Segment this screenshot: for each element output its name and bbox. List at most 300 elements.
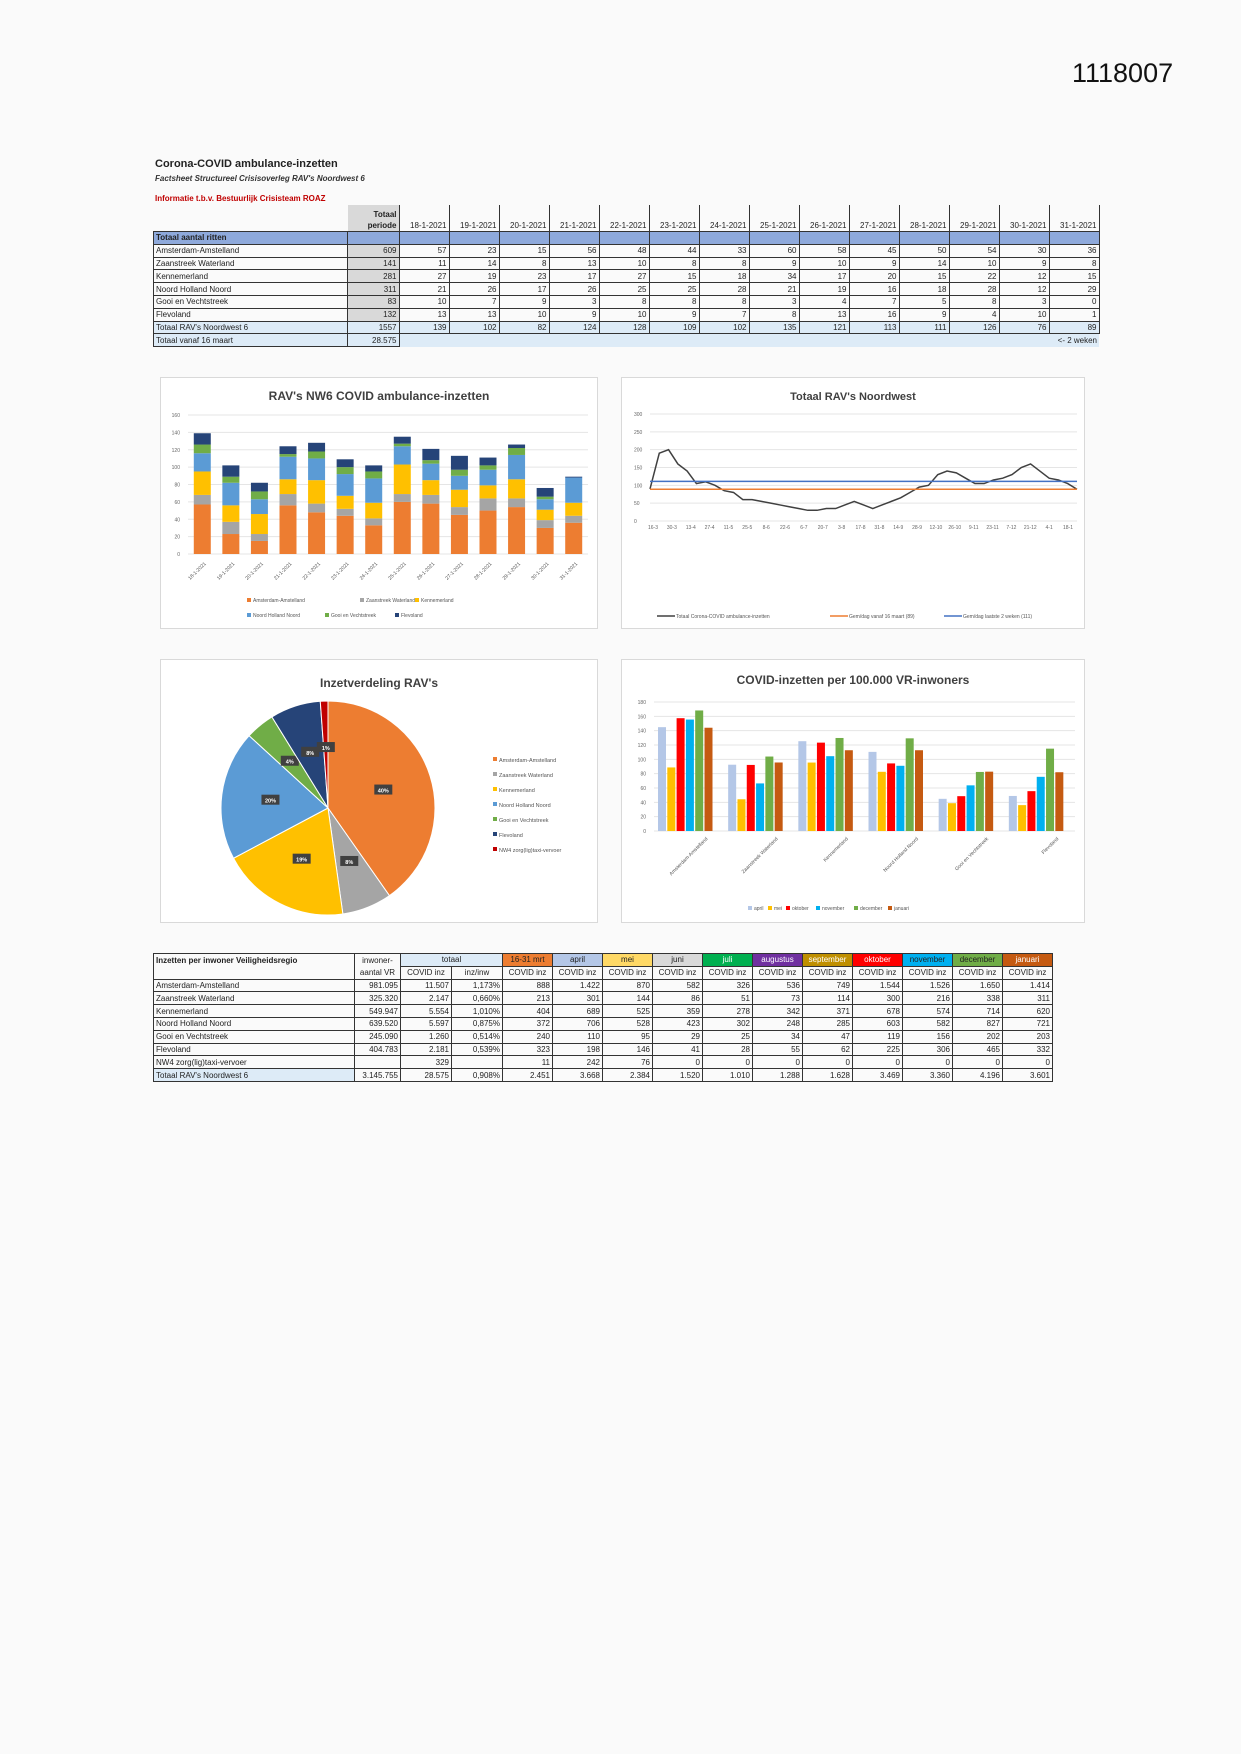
bar <box>1027 791 1035 831</box>
month-value: 603 <box>853 1017 903 1030</box>
legend-label: Kennemerland <box>421 598 454 604</box>
month-sub-header: COVID inz <box>653 966 703 979</box>
month-value: 0 <box>1003 1056 1053 1069</box>
month-value: 311 <box>1003 992 1053 1005</box>
value-cell: 8 <box>699 257 749 270</box>
value-cell: 10 <box>949 257 999 270</box>
value-cell: 0 <box>1049 295 1099 308</box>
month-value: 95 <box>603 1030 653 1043</box>
table-row <box>154 270 1100 283</box>
month-value: 423 <box>653 1017 703 1030</box>
y-tick-label: 200 <box>634 447 643 454</box>
value-cell: 10 <box>999 308 1049 321</box>
bar-segment <box>308 458 325 480</box>
month-value: 0 <box>803 1056 853 1069</box>
bar <box>869 752 877 831</box>
header-blank <box>154 205 348 232</box>
bar <box>728 765 736 831</box>
bar-segment <box>251 499 268 514</box>
x-tick-label: 29-1-2021 <box>501 561 522 582</box>
month-value: 1.288 <box>753 1069 803 1082</box>
ratio: 0,875% <box>452 1017 503 1030</box>
value-cell: 21 <box>749 283 799 296</box>
month-sub-header: COVID inz <box>1003 966 1053 979</box>
value-cell: 76 <box>999 321 1049 334</box>
y-tick-label: 80 <box>174 482 180 489</box>
data-label: 19% <box>296 857 308 864</box>
bar-segment <box>508 498 525 507</box>
value-cell: 109 <box>649 321 699 334</box>
y-tick-label: 120 <box>637 743 646 749</box>
y-tick-label: 0 <box>643 829 646 835</box>
value-cell: 8 <box>749 308 799 321</box>
month-sub-header: COVID inz <box>703 966 753 979</box>
value-cell: 15 <box>1049 270 1099 283</box>
bar-segment <box>451 507 468 515</box>
bar-segment <box>480 465 497 469</box>
month-header: september <box>803 954 853 967</box>
table-row <box>154 1043 1053 1056</box>
value-cell: 27 <box>599 270 649 283</box>
population: 639.520 <box>355 1017 401 1030</box>
data-label: 8% <box>306 750 315 757</box>
value-cell: 124 <box>549 321 599 334</box>
x-tick-label: 8-6 <box>762 525 770 531</box>
header-date: 18-1-2021 <box>399 205 449 232</box>
month-value: 213 <box>503 992 553 1005</box>
legend-label: Gooi en Vechtstreek <box>331 613 377 619</box>
bar-segment <box>251 491 268 499</box>
value-cell: 28 <box>699 283 749 296</box>
bar-segment <box>394 502 411 554</box>
header-row-2 <box>154 966 1053 979</box>
legend-swatch <box>247 598 251 602</box>
bar-segment <box>422 504 439 554</box>
population: 404.783 <box>355 1043 401 1056</box>
x-tick-label: 22-6 <box>780 525 791 531</box>
month-value: 714 <box>953 1005 1003 1018</box>
y-tick-label: 100 <box>637 757 646 764</box>
x-tick-label: 4-1 <box>1045 525 1053 531</box>
legend-label: NW4 zorg(lig)taxi-vervoer <box>499 848 562 854</box>
x-tick-label: 16-3 <box>647 525 659 531</box>
y-tick-label: 160 <box>171 413 180 419</box>
value-cell: 9 <box>499 295 549 308</box>
x-tick-label: 31-8 <box>874 525 885 531</box>
ratio: 0,908% <box>452 1069 503 1082</box>
blank <box>799 232 849 245</box>
blank <box>549 232 599 245</box>
y-tick-label: 150 <box>634 465 643 472</box>
ratio <box>452 1056 503 1069</box>
legend-swatch <box>748 906 752 910</box>
bar-segment <box>480 498 497 510</box>
population <box>355 1056 401 1069</box>
header-date: 31-1-2021 <box>1049 205 1099 232</box>
month-value: 371 <box>803 1005 853 1018</box>
bar <box>939 799 947 831</box>
bar-segment <box>480 470 497 486</box>
month-value: 146 <box>603 1043 653 1056</box>
value-cell: 10 <box>799 257 849 270</box>
month-value: 404 <box>503 1005 553 1018</box>
header-total <box>348 205 400 232</box>
month-value: 749 <box>803 979 853 992</box>
month-value: 119 <box>853 1030 903 1043</box>
x-tick-label: 9-11 <box>968 525 979 531</box>
header-date: 26-1-2021 <box>799 205 849 232</box>
legend-swatch <box>786 906 790 910</box>
bar-segment <box>422 480 439 495</box>
header-date: 30-1-2021 <box>999 205 1049 232</box>
since-label: Totaal vanaf 16 maart <box>154 334 348 347</box>
month-value: 202 <box>953 1030 1003 1043</box>
since-value: 28.575 <box>348 334 400 347</box>
legend-swatch <box>854 906 858 910</box>
bar-segment <box>337 467 354 474</box>
bar-segment <box>537 497 554 500</box>
header-total-line1: Totaal <box>373 210 397 219</box>
bar-segment <box>565 478 582 503</box>
bar-segment <box>394 446 411 464</box>
bar <box>695 710 703 831</box>
y-tick-label: 160 <box>637 714 646 721</box>
month-header: 16-31 mrt <box>503 954 553 967</box>
month-value: 870 <box>603 979 653 992</box>
population: 3.145.755 <box>355 1069 401 1082</box>
page-subtitle: Factsheet Structureel Crisisoverleg RAV's Noordwest 6 <box>155 174 365 183</box>
x-tick-label: 30-1-2021 <box>530 561 551 582</box>
bar-segment <box>251 534 268 541</box>
region-label: Noord Holland Noord <box>154 1017 355 1030</box>
month-value: 4.196 <box>953 1069 1003 1082</box>
data-label: 20% <box>264 798 276 805</box>
bar-segment <box>308 504 325 513</box>
bar <box>677 718 685 831</box>
value-cell: 11 <box>399 257 449 270</box>
month-value: 582 <box>653 979 703 992</box>
bar-segment <box>222 522 239 534</box>
legend-label: april <box>754 906 764 912</box>
legend-label: Totaal Corona-COVID ambulance-inzetten <box>676 614 770 620</box>
month-value: 11 <box>503 1056 553 1069</box>
bar-segment <box>337 496 354 509</box>
region-label: NW4 zorg(lig)taxi-vervoer <box>154 1056 355 1069</box>
legend-swatch <box>247 613 251 617</box>
table-row <box>154 992 1053 1005</box>
bar <box>976 772 984 831</box>
table-row <box>154 1005 1053 1018</box>
header-date: 28-1-2021 <box>899 205 949 232</box>
y-tick-label: 80 <box>640 771 646 778</box>
month-header: juni <box>653 954 703 967</box>
y-tick-label: 40 <box>640 800 646 807</box>
value-cell: 60 <box>749 244 799 257</box>
legend-swatch <box>493 757 497 761</box>
value-cell: 9 <box>549 308 599 321</box>
bar-segment <box>280 479 297 494</box>
ratio: 0,539% <box>452 1043 503 1056</box>
month-value: 144 <box>603 992 653 1005</box>
value-cell: 20 <box>849 270 899 283</box>
value-cell: 26 <box>449 283 499 296</box>
chart-title: COVID-inzetten per 100.000 VR-inwoners <box>736 673 970 687</box>
month-value: 1.544 <box>853 979 903 992</box>
value-cell: 7 <box>449 295 499 308</box>
legend-swatch <box>415 598 419 602</box>
blank <box>949 232 999 245</box>
pop-header-2: aantal VR <box>355 966 401 979</box>
bar <box>686 720 694 831</box>
bar-segment <box>480 485 497 498</box>
population: 981.095 <box>355 979 401 992</box>
value-cell: 56 <box>549 244 599 257</box>
month-value: 3.601 <box>1003 1069 1053 1082</box>
population: 245.090 <box>355 1030 401 1043</box>
header-date: 24-1-2021 <box>699 205 749 232</box>
bar <box>1009 796 1017 831</box>
bar-segment <box>337 516 354 554</box>
region-total: 311 <box>348 283 400 296</box>
bar-segment <box>451 456 468 470</box>
x-tick-label: 31-1-2021 <box>558 561 580 582</box>
month-value: 359 <box>653 1005 703 1018</box>
blank <box>399 232 449 245</box>
value-cell: 10 <box>599 308 649 321</box>
header-date: 25-1-2021 <box>749 205 799 232</box>
value-cell: 10 <box>399 295 449 308</box>
value-cell: 17 <box>549 270 599 283</box>
value-cell: 128 <box>599 321 649 334</box>
bar <box>658 727 666 831</box>
bar-segment <box>337 459 354 467</box>
two-weeks-note: <- 2 weken <box>399 334 1099 347</box>
pie-chart <box>160 659 598 923</box>
data-label: 1% <box>321 746 330 753</box>
value-cell: 102 <box>699 321 749 334</box>
bar <box>836 738 844 831</box>
bar-segment <box>308 451 325 458</box>
bar-segment <box>222 505 239 522</box>
month-value: 216 <box>903 992 953 1005</box>
value-cell: 25 <box>599 283 649 296</box>
data-label: 4% <box>285 759 294 766</box>
legend-label: Zaanstreek Waterland <box>366 598 416 604</box>
value-cell: 10 <box>599 257 649 270</box>
document-number: 1118007 <box>1072 58 1174 88</box>
bar-segment <box>194 445 211 454</box>
info-line: Informatie t.b.v. Bestuurlijk Crisisteam ROAZ <box>155 194 326 203</box>
bar-segment <box>365 525 382 554</box>
month-value: 706 <box>553 1017 603 1030</box>
value-cell: 13 <box>799 308 849 321</box>
month-value: 827 <box>953 1017 1003 1030</box>
month-value: 620 <box>1003 1005 1053 1018</box>
month-value: 689 <box>553 1005 603 1018</box>
value-cell: 30 <box>999 244 1049 257</box>
bar-segment <box>194 471 211 494</box>
bar <box>906 738 914 831</box>
value-cell: 4 <box>799 295 849 308</box>
bar <box>737 799 745 831</box>
blank <box>849 232 899 245</box>
blank <box>348 232 400 245</box>
chart-title: RAV's NW6 COVID ambulance-inzetten <box>268 389 490 403</box>
bar-segment <box>222 483 239 506</box>
table-row <box>154 1030 1053 1043</box>
value-cell: 14 <box>899 257 949 270</box>
bar <box>1055 772 1063 831</box>
value-cell: 25 <box>649 283 699 296</box>
month-value: 338 <box>953 992 1003 1005</box>
region-label: Amsterdam-Amstelland <box>154 244 348 257</box>
bar-segment <box>280 457 297 480</box>
value-cell: 89 <box>1049 321 1099 334</box>
y-tick-label: 60 <box>174 499 180 506</box>
month-header: december <box>953 954 1003 967</box>
bar-segment <box>451 476 468 490</box>
x-tick-label: Zaanstreek Waterland <box>740 836 780 876</box>
month-value: 198 <box>553 1043 603 1056</box>
x-tick-label: 23-1-2021 <box>330 561 351 582</box>
value-cell: 36 <box>1049 244 1099 257</box>
month-header: april <box>553 954 603 967</box>
page-title: Corona-COVID ambulance-inzetten <box>155 158 338 170</box>
bar <box>798 741 806 831</box>
legend-label: Amsterdam-Amstelland <box>499 758 557 764</box>
month-value: 285 <box>803 1017 853 1030</box>
table-row <box>154 1017 1053 1030</box>
header-row <box>154 205 1100 232</box>
header-date: 19-1-2021 <box>449 205 499 232</box>
month-sub-header: COVID inz <box>853 966 903 979</box>
legend-label: Gem/dag laatste 2 weken (111) <box>963 614 1033 620</box>
x-tick-label: 11-5 <box>723 525 734 531</box>
month-value: 86 <box>653 992 703 1005</box>
month-value: 0 <box>903 1056 953 1069</box>
blank <box>499 232 549 245</box>
y-tick-label: 100 <box>171 465 180 472</box>
y-tick-label: 20 <box>640 814 646 821</box>
month-sub-header: COVID inz <box>503 966 553 979</box>
bar-segment <box>508 455 525 479</box>
bar-segment <box>308 443 325 452</box>
total-covid: 2.147 <box>401 992 452 1005</box>
month-value: 1.520 <box>653 1069 703 1082</box>
value-cell: 15 <box>899 270 949 283</box>
table-title: Inzetten per inwoner Veiligheidsregio <box>154 954 355 967</box>
total-line <box>650 450 1077 511</box>
y-tick-label: 50 <box>634 501 640 508</box>
month-value: 0 <box>653 1056 703 1069</box>
month-value: 278 <box>703 1005 753 1018</box>
bar-segment <box>508 448 525 455</box>
per-inhabitant-table <box>153 953 1053 1082</box>
total-covid: 5.554 <box>401 1005 452 1018</box>
month-value: 3.668 <box>553 1069 603 1082</box>
bar-segment <box>565 503 582 516</box>
value-cell: 50 <box>899 244 949 257</box>
bar-segment <box>222 477 239 483</box>
bar <box>817 743 825 831</box>
month-value: 110 <box>553 1030 603 1043</box>
month-value: 1.010 <box>703 1069 753 1082</box>
header-date: 29-1-2021 <box>949 205 999 232</box>
bar-segment <box>480 458 497 466</box>
month-sub-header: COVID inz <box>553 966 603 979</box>
y-tick-label: 140 <box>637 728 646 735</box>
value-cell: 33 <box>699 244 749 257</box>
bar-segment <box>565 477 582 478</box>
bar-segment <box>537 488 554 497</box>
legend-swatch <box>493 817 497 821</box>
blank <box>649 232 699 245</box>
x-tick-label: 20-7 <box>817 525 828 531</box>
total-covid: 1.260 <box>401 1030 452 1043</box>
bar <box>808 763 816 831</box>
bar-segment <box>280 505 297 554</box>
legend-label: Amsterdam-Amstelland <box>253 598 305 604</box>
value-cell: 19 <box>799 283 849 296</box>
region-label: Kennemerland <box>154 1005 355 1018</box>
bar-segment <box>280 446 297 454</box>
bar-segment <box>565 523 582 554</box>
bar-segment <box>194 433 211 444</box>
bar-segment <box>280 494 297 505</box>
value-cell: 22 <box>949 270 999 283</box>
region-label: Flevoland <box>154 308 348 321</box>
legend-label: Kennemerland <box>499 788 535 794</box>
region-label: Totaal RAV's Noordwest 6 <box>154 1069 355 1082</box>
total-covid: 5.597 <box>401 1017 452 1030</box>
bar-segment <box>280 454 297 457</box>
bar-segment <box>365 478 382 502</box>
value-cell: 9 <box>649 308 699 321</box>
region-label: Amsterdam-Amstelland <box>154 979 355 992</box>
value-cell: 4 <box>949 308 999 321</box>
table-row <box>154 257 1100 270</box>
value-cell: 26 <box>549 283 599 296</box>
month-value: 29 <box>653 1030 703 1043</box>
bar <box>1046 749 1054 831</box>
month-header: oktober <box>853 954 903 967</box>
region-total: 83 <box>348 295 400 308</box>
data-label: 40% <box>377 788 389 795</box>
legend-swatch <box>395 613 399 617</box>
region-label: Kennemerland <box>154 270 348 283</box>
value-cell: 8 <box>949 295 999 308</box>
daily-rides-table <box>153 205 1100 347</box>
value-cell: 27 <box>399 270 449 283</box>
legend-swatch <box>493 772 497 776</box>
x-tick-label: 27-1-2021 <box>444 561 465 582</box>
value-cell: 8 <box>649 257 699 270</box>
month-value: 156 <box>903 1030 953 1043</box>
month-sub-header: COVID inz <box>953 966 1003 979</box>
month-value: 342 <box>753 1005 803 1018</box>
value-cell: 113 <box>849 321 899 334</box>
legend-swatch <box>493 832 497 836</box>
value-cell: 8 <box>699 295 749 308</box>
value-cell: 9 <box>849 257 899 270</box>
bar-segment <box>451 470 468 476</box>
value-cell: 18 <box>899 283 949 296</box>
bar <box>775 762 783 831</box>
x-tick-label: 14-9 <box>893 525 904 531</box>
month-value: 248 <box>753 1017 803 1030</box>
bar <box>756 783 764 831</box>
month-header: november <box>903 954 953 967</box>
